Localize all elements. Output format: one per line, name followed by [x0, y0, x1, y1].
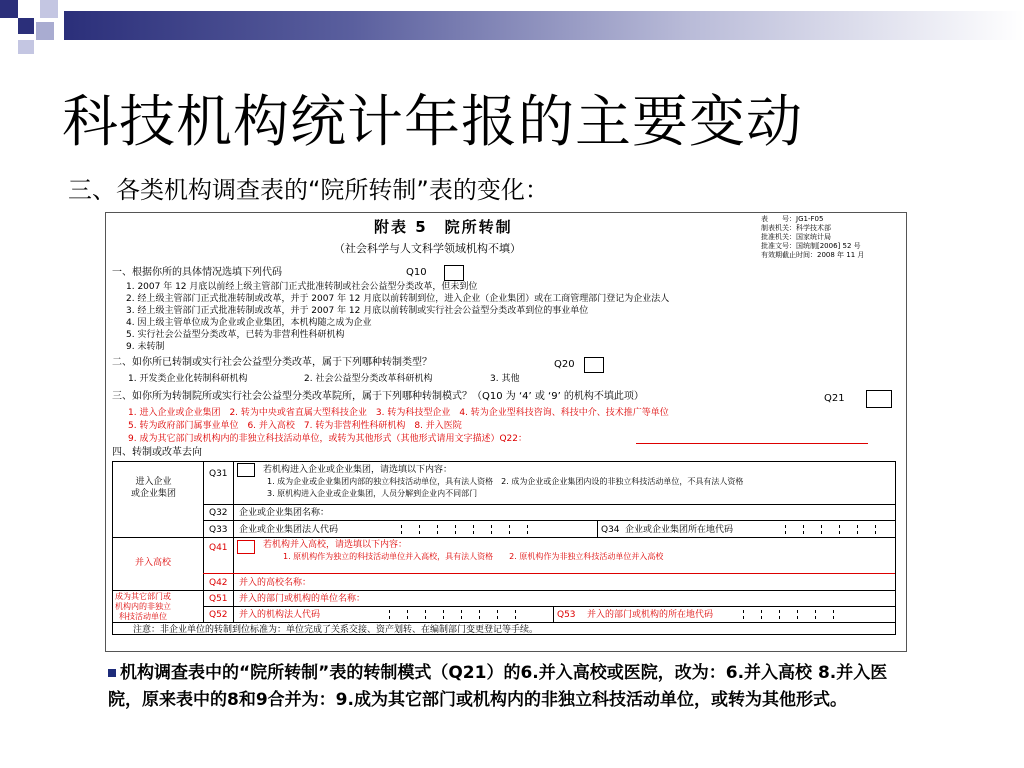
- table-row-line-5: [113, 590, 895, 591]
- form-meta-1: 表 号：JG1-F05: [761, 215, 824, 223]
- table-row-line-3: [113, 537, 895, 538]
- q32-label: Q32: [209, 508, 228, 518]
- q52-label: Q52: [209, 610, 228, 620]
- slide-title: 科技机构统计年报的主要变动: [62, 90, 803, 155]
- group-university: 并入高校: [135, 558, 172, 568]
- code-dash: [407, 610, 408, 619]
- q21-label: Q21: [824, 393, 845, 404]
- q42-label: Q42: [209, 578, 228, 588]
- form-meta-4: 批准文号：国统制[2006] 52 号: [761, 242, 861, 250]
- q32-text: 企业或企业集团名称：: [239, 508, 330, 518]
- corner-square-2: [18, 18, 34, 34]
- q20-box: [584, 357, 604, 373]
- form-section-3: 三、如你所为转制院所或实行社会公益型分类改革院所，属于下列哪种转制模式？（Q10 为 ‘4’ 或 ‘9’ 的机构不填此项）: [112, 391, 644, 402]
- option2-1: 1. 开发类企业化转制科研机构: [128, 374, 248, 384]
- table-footnote: 注意：非企业单位的转制到位标准为：单位完成了关系交接、资产划转、在编制部门变更登记等手续。: [133, 625, 539, 635]
- code-dash: [461, 610, 462, 619]
- q21-box: [866, 390, 892, 408]
- form-title: 附表 5 院所转制: [374, 218, 513, 236]
- option3-row1: 1. 进入企业或企业集团 2. 转为中央或省直属大型科技企业 3. 转为科技型企业 4. 转为企业型科技咨询、科技中介、技术推广等单位: [128, 408, 669, 418]
- q41-box: [237, 540, 255, 554]
- q10-box: [444, 265, 464, 281]
- q31-box: [237, 463, 255, 477]
- code-dash: [497, 610, 498, 619]
- q53-text: 并入的部门或机构的所在地代码: [587, 610, 714, 620]
- code-dash: [803, 525, 804, 534]
- code-dash: [401, 525, 402, 534]
- q34-text: 企业或企业集团所在地代码: [625, 525, 734, 535]
- code-dash: [515, 610, 516, 619]
- form-meta-2: 制表机关：科学技术部: [761, 224, 831, 232]
- code-dash: [761, 610, 762, 619]
- form-section-2: 二、如你所已转制或实行社会公益型分类改革，属于下列哪种转制类型？: [112, 357, 432, 368]
- code-dash: [785, 525, 786, 534]
- option2-2: 2. 社会公益型分类改革科研机构: [304, 374, 433, 384]
- q51-text: 并入的部门或机构的单位名称：: [239, 594, 366, 604]
- code-dash: [419, 525, 420, 534]
- code-dash: [437, 525, 438, 534]
- code-dash: [779, 610, 780, 619]
- table-row-line-6: [203, 606, 895, 607]
- code-dash: [797, 610, 798, 619]
- q22-line: [636, 443, 868, 444]
- table-col-line-2: [233, 462, 234, 622]
- option1-3: 3. 经上级主管部门正式批准转制或改革，并于 2007 年 12 月底以前转制或实行社会公益型分类改革到位的事业单位: [126, 306, 589, 316]
- corner-square-4: [36, 22, 54, 40]
- form-section-1: 一、根据你所的具体情况选填下列代码: [112, 267, 282, 278]
- q41-option: 1. 原机构作为独立的科技活动单位并入高校，具有法人资格 2. 原机构作为非独立科技活动单位并入高校: [283, 552, 664, 561]
- option3-row2: 5. 转为政府部门属事业单位 6. 并入高校 7. 转为非营利性科研机构 8. 并入医院: [128, 421, 462, 431]
- code-dash: [833, 610, 834, 619]
- form-section-4: 四、转制或改革去向: [112, 447, 202, 458]
- code-dash: [821, 525, 822, 534]
- code-dash: [509, 525, 510, 534]
- q20-label: Q20: [554, 359, 575, 370]
- code-dash: [857, 525, 858, 534]
- q41-label: Q41: [209, 543, 228, 553]
- option1-5: 5. 实行社会公益型分类改革，已转为非营利性科研机构: [126, 330, 345, 340]
- q41-text: 若机构并入高校，请选填以下内容：: [263, 540, 408, 550]
- corner-square-3: [40, 0, 58, 18]
- corner-square-1: [0, 0, 18, 18]
- code-dash: [875, 525, 876, 534]
- corner-square-5: [18, 40, 34, 54]
- q10-label: Q10: [406, 267, 427, 278]
- q42-text: 并入的高校名称：: [239, 578, 312, 588]
- option3-row3: 9. 成为其它部门或机构内的非独立科技活动单位，或转为其他形式（其他形式请用文字描述）Q22：: [128, 434, 527, 444]
- code-dash: [473, 525, 474, 534]
- option1-9: 9. 未转制: [126, 342, 165, 352]
- q53-label: Q53: [557, 610, 576, 620]
- option1-4: 4. 因上级主管单位成为企业或企业集团，本机构随之成为企业: [126, 318, 372, 328]
- option2-3: 3. 其他: [490, 374, 520, 384]
- q53-divider: [553, 606, 554, 622]
- q31-label: Q31: [209, 469, 228, 479]
- q51-label: Q51: [209, 594, 228, 604]
- code-dash: [425, 610, 426, 619]
- table-row-line-7: [113, 622, 895, 623]
- code-dash: [455, 525, 456, 534]
- code-dash: [479, 610, 480, 619]
- code-dash: [389, 610, 390, 619]
- q33-label: Q33: [209, 525, 228, 535]
- code-dash: [743, 610, 744, 619]
- transfer-table: [112, 461, 896, 635]
- code-dash: [815, 610, 816, 619]
- code-dash: [527, 525, 528, 534]
- q31-option2: 3. 原机构进入企业或企业集团，人员分解到企业内不同部门: [267, 489, 478, 498]
- code-dash: [839, 525, 840, 534]
- q33-text: 企业或企业集团法人代码: [239, 525, 339, 535]
- slide-subtitle: 三、各类机构调查表的“院所转制”表的变化：: [68, 176, 549, 204]
- table-row-line-4: [203, 573, 895, 574]
- q31-option1: 1. 成为企业或企业集团内部的独立科技活动单位，具有法人资格 2. 成为企业或企业集团内设的非独立科技活动单位，不具有法人资格: [267, 477, 744, 486]
- form-subtitle: （社会科学与人文科学领域机构不填）: [334, 242, 521, 255]
- group-other: 成为其它部门或 机构内的非独立 科技活动单位: [115, 592, 171, 621]
- code-dash: [443, 610, 444, 619]
- code-dash: [491, 525, 492, 534]
- q52-text: 并入的机构法人代码: [239, 610, 321, 620]
- q34-label: Q34: [601, 525, 620, 535]
- form-meta-3: 批准机关：国家统计局: [761, 233, 831, 241]
- header-gradient-bar: [64, 11, 1024, 40]
- table-row-line-1: [203, 504, 895, 505]
- slide-note-text: 机构调查表中的“院所转制”表的转制模式（Q21）的6.并入高校或医院，改为：6.并入高校 8.并入医院，原来表中的8和9合并为：9.成为其它部门或机构内的非独立科技活动单位，或转为其他形式。: [108, 663, 888, 710]
- form-image: [105, 212, 907, 652]
- option1-2: 2. 经上级主管部门正式批准转制或改革，并于 2007 年 12 月底以前转制到位，进入企业（企业集团）或在工商管理部门登记为企业法人: [126, 294, 670, 304]
- q31-text: 若机构进入企业或企业集团，请选填以下内容：: [263, 465, 453, 475]
- table-col-line-1: [203, 462, 204, 622]
- form-meta-5: 有效期截止时间：2008 年 11 月: [761, 251, 865, 259]
- slide-note: [108, 660, 908, 714]
- table-row-line-2: [203, 520, 895, 521]
- bullet-square-icon: [108, 669, 116, 677]
- q34-divider: [597, 520, 598, 537]
- group-enterprise: 进入企业 或企业集团: [131, 477, 177, 499]
- option1-1: 1. 2007 年 12 月底以前经上级主管部门正式批准转制或社会公益型分类改革，但未到位: [126, 282, 478, 292]
